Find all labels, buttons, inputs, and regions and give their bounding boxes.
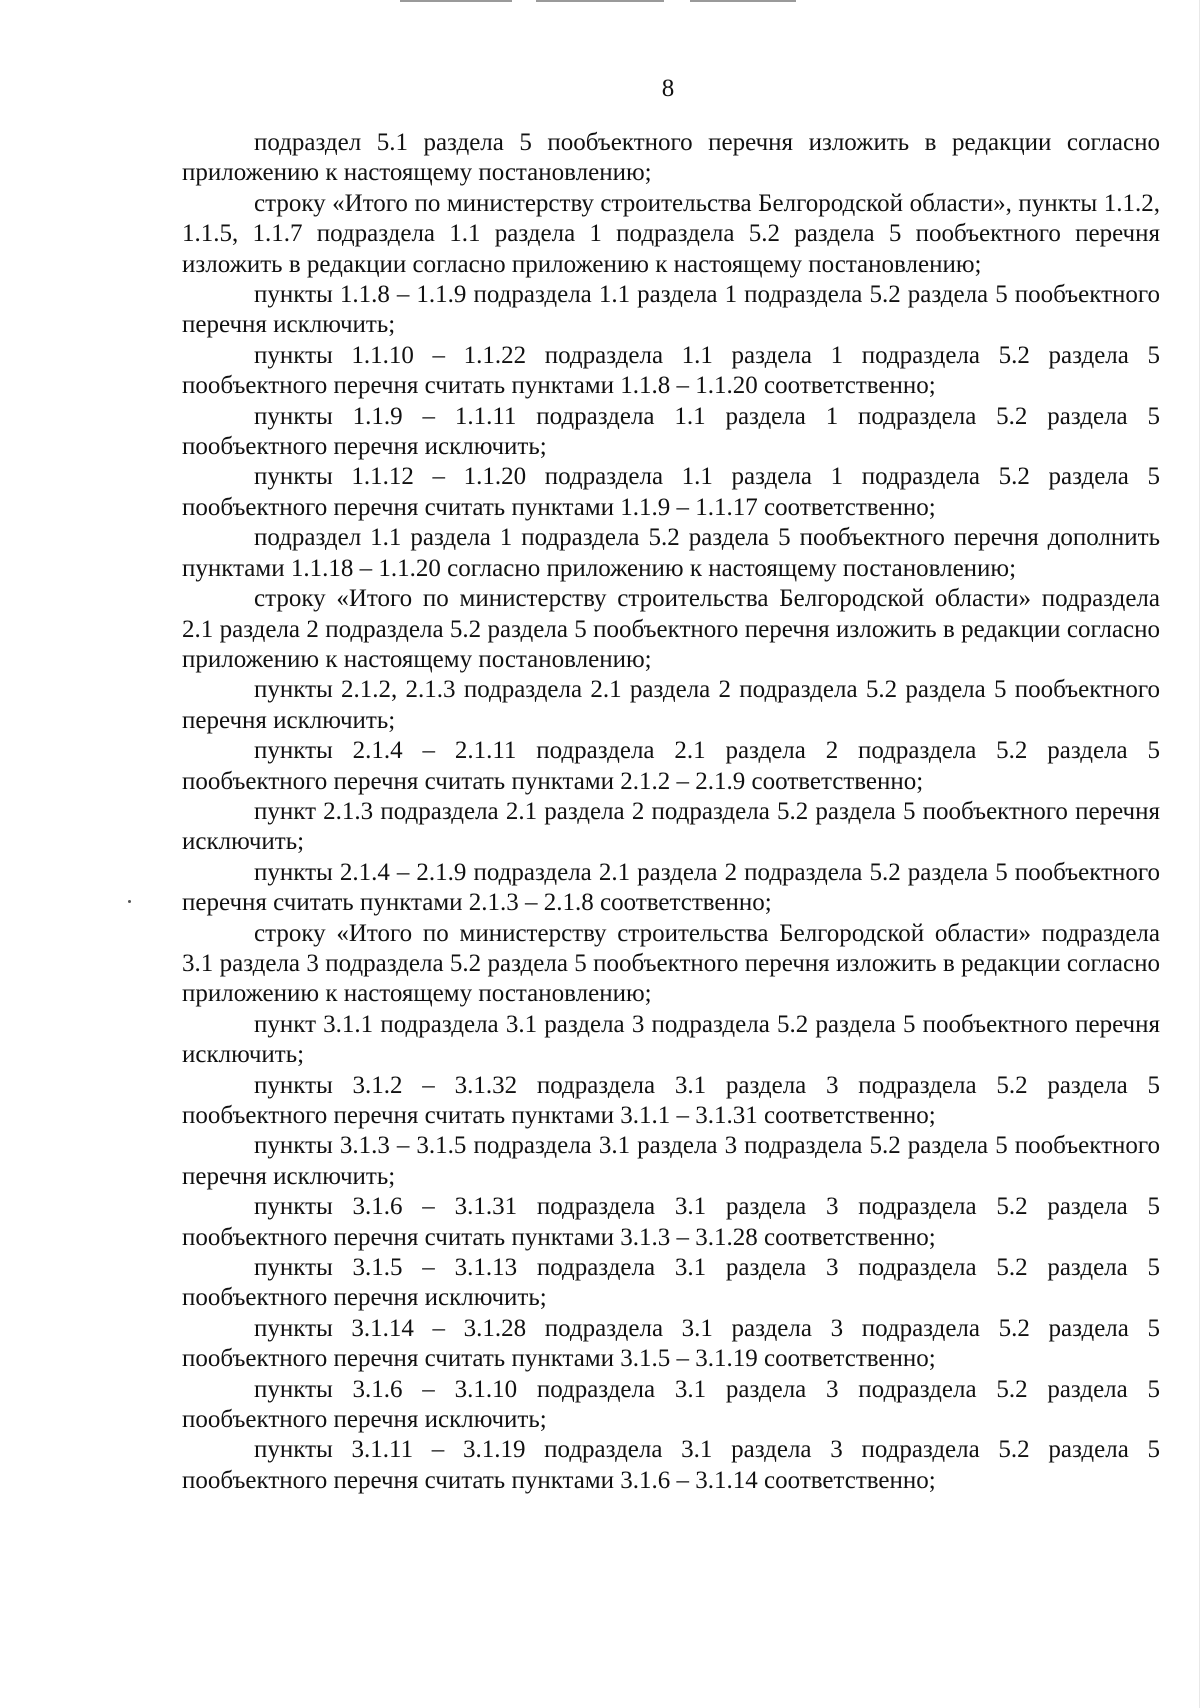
paragraph: подраздел 5.1 раздела 5 пообъектного перечня изложить в редакции согласно приложению к настоящему постановлению; [182,129,1160,187]
paragraph: пункты 2.1.4 – 2.1.9 подраздела 2.1 раздела 2 подраздела 5.2 раздела 5 пообъектного перечня считать пунктами 2.1.3 – 2.1.8 соответственно; [182,858,1160,917]
paragraph: пункты 1.1.12 – 1.1.20 подраздела 1.1 раздела 1 подраздела 5.2 раздела 5 пообъектного перечня считать пунктами 1.1.9 – 1.1.17 соответственно; [182,463,1160,521]
paragraph: пункты 3.1.14 – 3.1.28 подраздела 3.1 раздела 3 подраздела 5.2 раздела 5 пообъектного перечня считать пунктами 3.1.5 – 3.1.19 соответственно; [182,1314,1160,1373]
scan-top-rule-center [536,0,664,2]
paragraph: пункты 2.1.4 – 2.1.11 подраздела 2.1 раздела 2 подраздела 5.2 раздела 5 пообъектного перечня считать пунктами 2.1.2 – 2.1.9 соответственно; [182,737,1160,795]
paragraph: пункты 3.1.2 – 3.1.32 подраздела 3.1 раздела 3 подраздела 5.2 раздела 5 пообъектного перечня считать пунктами 3.1.1 – 3.1.31 соответственно; [182,1071,1160,1129]
document-body [182,128,1160,1496]
scan-top-rule-right [690,0,796,2]
paragraph: пункты 3.1.3 – 3.1.5 подраздела 3.1 раздела 3 подраздела 5.2 раздела 5 пообъектного перечня исключить; [182,1132,1160,1190]
paragraph: пункты 1.1.8 – 1.1.9 подраздела 1.1 раздела 1 подраздела 5.2 раздела 5 пообъектного перечня исключить; [182,281,1160,339]
page-number: 8 [661,75,675,102]
paragraph: пункт 2.1.3 подраздела 2.1 раздела 2 подраздела 5.2 раздела 5 пообъектного перечня исключить; [182,797,1160,856]
paragraph: пункты 2.1.2, 2.1.3 подраздела 2.1 раздела 2 подраздела 5.2 раздела 5 пообъектного перечня исключить; [182,676,1160,734]
paragraph: пункты 1.1.10 – 1.1.22 подраздела 1.1 раздела 1 подраздела 5.2 раздела 5 пообъектного перечня считать пунктами 1.1.8 – 1.1.20 соответственно; [182,341,1160,400]
paragraph: строку «Итого по министерству строительства Белгородской области» подраздела 3.1 раздела 3 подраздела 5.2 раздела 5 пообъектного перечня изложить в редакции согласно приложению к настоящему постановлению; [182,919,1160,1008]
paragraph: строку «Итого по министерству строительства Белгородской области», пункты 1.1.2, 1.1.5, 1.1.7 подраздела 1.1 раздела 1 подраздела 5.2 раздела 5 пообъектного перечня изложить в редакции согласно приложению к настоящему постановлению; [182,189,1160,278]
paragraph: строку «Итого по министерству строительства Белгородской области» подраздела 2.1 раздела 2 подраздела 5.2 раздела 5 пообъектного перечня изложить в редакции согласно приложению к настоящему постановлению; [182,585,1160,673]
scan-speck [128,900,131,903]
paragraph: пункты 1.1.9 – 1.1.11 подраздела 1.1 раздела 1 подраздела 5.2 раздела 5 пообъектного перечня исключить; [182,402,1160,461]
paragraph: подраздел 1.1 раздела 1 подраздела 5.2 раздела 5 пообъектного перечня дополнить пунктами 1.1.18 – 1.1.20 согласно приложению к настоящему постановлению; [182,524,1160,582]
paragraph: пункты 3.1.5 – 3.1.13 подраздела 3.1 раздела 3 подраздела 5.2 раздела 5 пообъектного перечня исключить; [182,1254,1160,1312]
paragraph: пункты 3.1.6 – 3.1.10 подраздела 3.1 раздела 3 подраздела 5.2 раздела 5 пообъектного перечня исключить; [182,1375,1160,1434]
paragraph: пункты 3.1.6 – 3.1.31 подраздела 3.1 раздела 3 подраздела 5.2 раздела 5 пообъектного перечня считать пунктами 3.1.3 – 3.1.28 соответственно; [182,1193,1160,1251]
paragraph: пункт 3.1.1 подраздела 3.1 раздела 3 подраздела 5.2 раздела 5 пообъектного перечня исключить; [182,1010,1160,1069]
scan-top-rule-left [400,0,512,2]
paragraph: пункты 3.1.11 – 3.1.19 подраздела 3.1 раздела 3 подраздела 5.2 раздела 5 пообъектного перечня считать пунктами 3.1.6 – 3.1.14 соответственно; [182,1436,1160,1494]
